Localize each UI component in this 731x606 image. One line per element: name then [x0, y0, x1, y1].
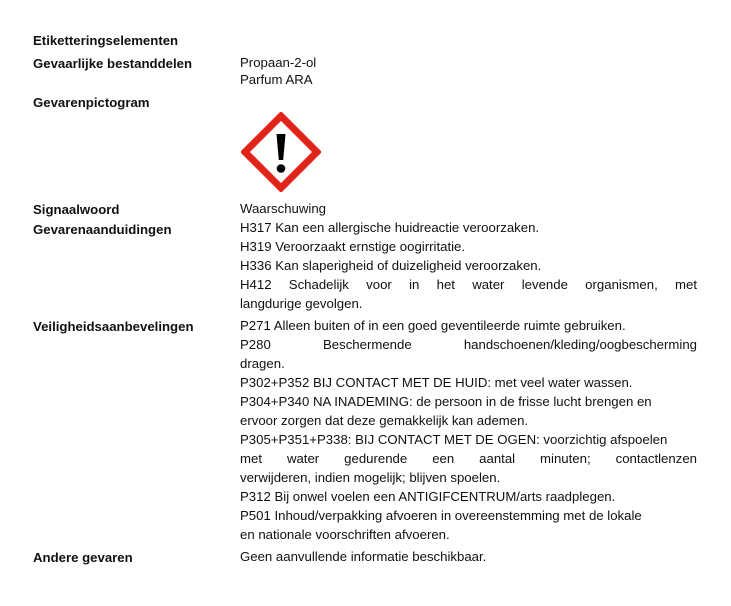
precautionary-list: [240, 316, 697, 544]
ingredients-label: Gevaarlijke bestanddelen: [33, 56, 193, 71]
pictogram-label: Gevarenpictogram: [33, 95, 150, 110]
ingredient-item: Parfum ARA: [240, 72, 313, 87]
precaution-line: P305+P351+P338: BIJ CONTACT MET DE OGEN: voorzichtig afspoelen: [240, 432, 668, 447]
ingredient-item: Propaan-2-ol: [240, 55, 317, 70]
other-hazards-value: Geen aanvullende informatie beschikbaar.: [240, 549, 487, 564]
ingredients-values: [240, 54, 697, 88]
section-heading: Etiketteringselementen: [33, 33, 179, 48]
hazard-statements-list: [240, 218, 697, 313]
exclamation-mark-hazard-icon: [241, 112, 321, 192]
hazard-line: H319 Veroorzaakt ernstige oogirritatie.: [240, 239, 466, 254]
precaution-line: P312 Bij onwel voelen een ANTIGIFCENTRUM/arts raadplegen.: [240, 489, 616, 504]
hazard-line: H317 Kan een allergische huidreactie veroorzaken.: [240, 220, 540, 235]
hazard-statements-label: Gevarenaanduidingen: [33, 222, 172, 237]
precaution-line: P302+P352 BIJ CONTACT MET DE HUID: met veel water wassen.: [240, 375, 633, 390]
precaution-line: en nationale voorschriften afvoeren.: [240, 527, 450, 542]
precaution-line: P271 Alleen buiten of in een goed geventileerde ruimte gebruiken.: [240, 318, 626, 333]
hazard-line: H336 Kan slaperigheid of duizeligheid veroorzaken.: [240, 258, 542, 273]
hazard-line: langdurige gevolgen.: [240, 296, 363, 311]
hazard-line: H412 Schadelijk voor in het water levende organismen, met: [240, 277, 697, 292]
precaution-line: P501 Inhoud/verpakking afvoeren in overeenstemming met de lokale: [240, 508, 642, 523]
precaution-line: P280 Beschermende handschoenen/kleding/oogbescherming: [240, 337, 697, 352]
precaution-line: met water gedurende een aantal minuten; contactlenzen: [240, 451, 697, 466]
precaution-line: verwijderen, indien mogelijk; blijven spoelen.: [240, 470, 501, 485]
precautionary-label: Veiligheidsaanbevelingen: [33, 319, 194, 334]
other-hazards-label: Andere gevaren: [33, 550, 133, 565]
precaution-line: dragen.: [240, 356, 285, 371]
precaution-line: ervoor zorgen dat deze gemakkelijk kan ademen.: [240, 413, 529, 428]
signal-word-label: Signaalwoord: [33, 202, 120, 217]
signal-word-value: Waarschuwing: [240, 201, 326, 216]
precaution-line: P304+P340 NA INADEMING: de persoon in de frisse lucht brengen en: [240, 394, 652, 409]
